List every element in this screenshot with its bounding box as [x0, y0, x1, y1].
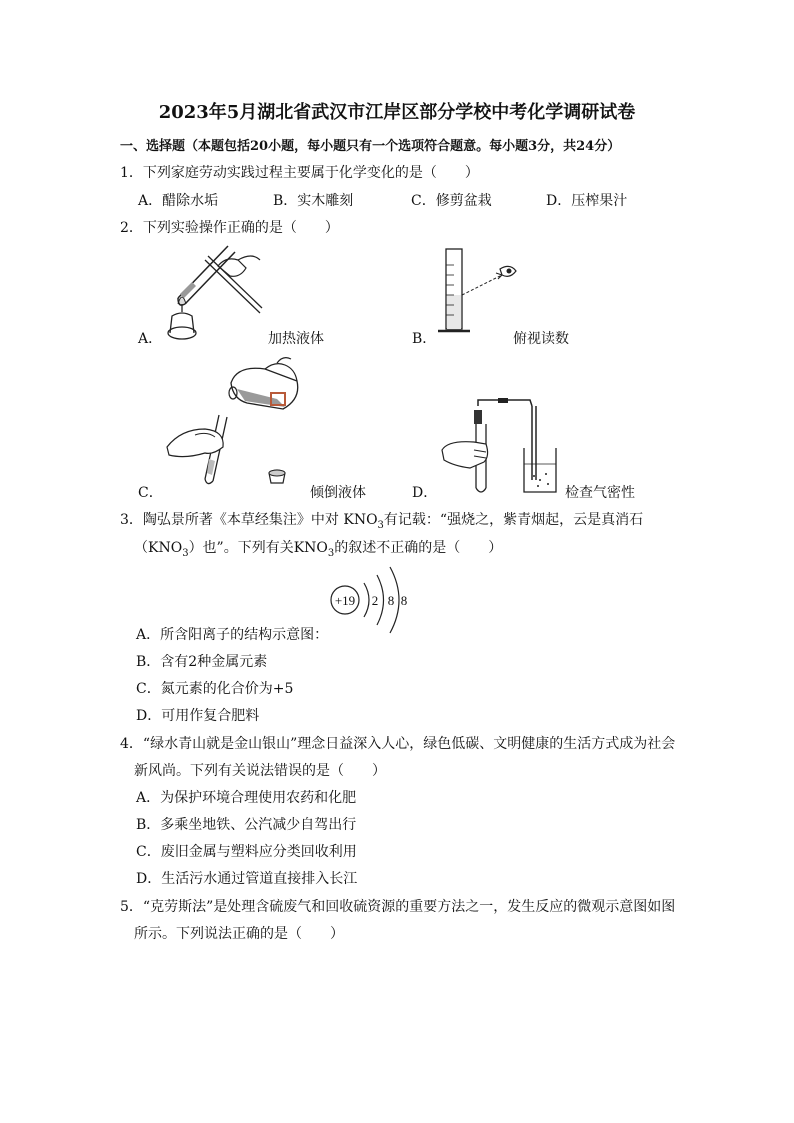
- ion-structure-diagram: [328, 563, 413, 638]
- airtightness-check-diagram: [440, 400, 570, 495]
- q4-option-b[interactable]: B．多乘坐地铁、公汽减少自驾出行: [136, 817, 357, 833]
- q2-stem: 2．下列实验操作正确的是（ ）: [120, 220, 339, 236]
- q5-stem-line2: 所示。下列说法正确的是（ ）: [134, 926, 344, 942]
- q1-option-a[interactable]: A．醋除水垢: [138, 193, 219, 209]
- q1-option-b[interactable]: B．实木雕刻: [273, 193, 354, 209]
- q2-caption-d: 检查气密性: [565, 485, 635, 501]
- q3-stem-line1: 3．陶弘景所著《本草经集注》中对 $KNO_3$有记载：“强烧之，紫青烟起，云是真消石: [120, 512, 644, 531]
- q3-option-a[interactable]: A．所含阳离子的结构示意图：: [136, 627, 329, 643]
- q5-stem-line1: 5．“克劳斯法”是处理含硫废气和回收硫资源的重要方法之一，发生反应的微观示意图如图: [120, 899, 676, 915]
- shell-2-count: 8: [387, 593, 395, 608]
- q4-option-a[interactable]: A．为保护环境合理使用农药和化肥: [136, 790, 357, 806]
- q2-caption-a: 加热液体: [268, 331, 324, 347]
- q4-option-c[interactable]: C．废旧金属与塑料应分类回收利用: [136, 844, 357, 860]
- q3-option-b[interactable]: B．含有2种金属元素: [136, 654, 268, 670]
- shell-1-count: 2: [371, 593, 379, 608]
- nucleus-charge: +19: [334, 593, 356, 608]
- shell-3-count: 8: [400, 593, 408, 608]
- pouring-liquid-diagram: [165, 355, 315, 490]
- q3-option-c[interactable]: C．氮元素的化合价为+5: [136, 681, 294, 697]
- q1-stem: 1．下列家庭劳动实践过程主要属于化学变化的是（ ）: [120, 165, 479, 181]
- section-heading: 一、选择题（本题包括20小题，每小题只有一个选项符合题意。每小题3分，共24分）: [120, 139, 621, 154]
- q4-stem-line2: 新风尚。下列有关说法错误的是（ ）: [134, 763, 386, 779]
- q2-option-c[interactable]: C．: [138, 485, 163, 501]
- q2-caption-b: 俯视读数: [513, 331, 569, 347]
- q2-caption-c: 倾倒液体: [310, 485, 366, 501]
- measuring-cylinder-diagram: [430, 245, 530, 340]
- q4-stem-line1: 4．“绿水青山就是金山银山”理念日益深入人心，绿色低碳、文明健康的生活方式成为社会: [120, 736, 676, 752]
- q3-option-d[interactable]: D．可用作复合肥料: [136, 708, 260, 724]
- q1-option-c[interactable]: C．修剪盆栽: [411, 193, 492, 209]
- page-title: 2023年5月湖北省武汉市江岸区部分学校中考化学调研试卷: [158, 102, 636, 123]
- q2-option-b[interactable]: B．: [412, 331, 437, 347]
- q4-option-d[interactable]: D．生活污水通过管道直接排入长江: [136, 871, 358, 887]
- q2-option-a[interactable]: A．: [138, 331, 163, 347]
- q3-stem-line2: $(KNO_3)$也”。下列有关$KNO_3$的叙述不正确的是（ ）: [134, 540, 503, 559]
- q1-option-d[interactable]: D．压榨果汁: [546, 193, 628, 209]
- q2-option-d[interactable]: D．: [412, 485, 438, 501]
- heating-liquid-diagram: [160, 238, 270, 348]
